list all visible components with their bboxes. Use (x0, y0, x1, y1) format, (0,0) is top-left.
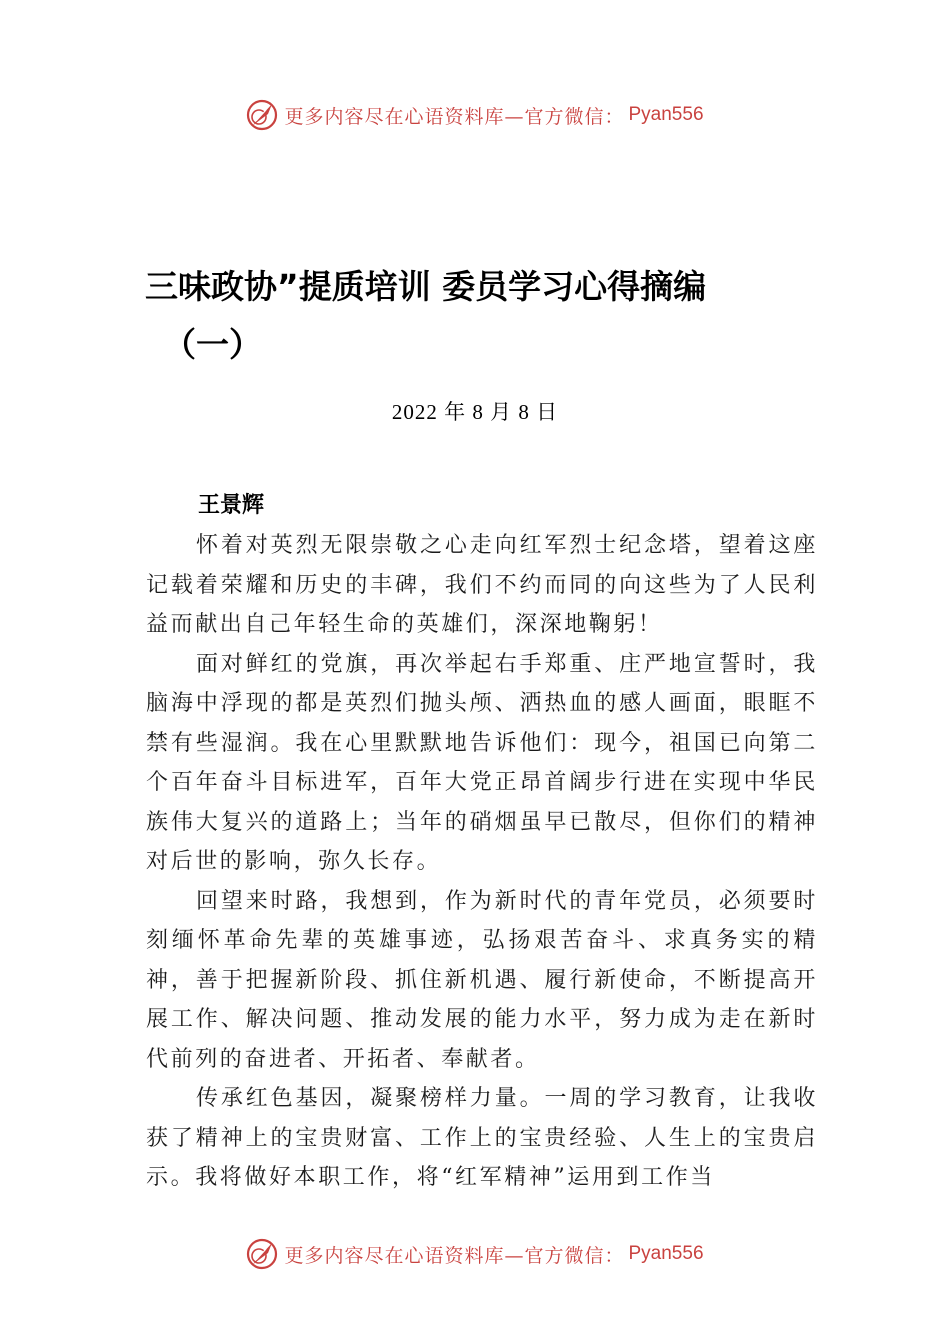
title-line-1: 三味政协”提质培训 委员学习心得摘编 (145, 267, 707, 306)
paragraph: 回望来时路，我想到，作为新时代的青年党员，必须要时刻缅怀革命先辈的英雄事迹，弘扬艰苦奋斗、求真务实的精神，善于把握新阶段、抓住新机遇、履行新使命，不断提高开展工作、解决问题、推动发展的能力水平，努力成为走在新时代前列的奋进者、开拓者、奉献者。 (146, 888, 818, 1072)
quill-logo-icon (246, 1238, 278, 1270)
banner-contact: Pyan556 (628, 104, 704, 125)
document-date: 2022 年 8 月 8 日 (391, 400, 559, 424)
document-title (145, 258, 825, 374)
document-body (146, 526, 818, 1198)
author-name: 王景辉 (198, 493, 265, 518)
footer-banner (0, 1234, 950, 1274)
quill-logo-icon (246, 99, 278, 131)
banner-text: 更多内容尽在心语资料库—官方微信： (284, 1244, 625, 1267)
banner-text: 更多内容尽在心语资料库—官方微信： (284, 105, 625, 128)
paragraph: 面对鲜红的党旗，再次举起右手郑重、庄严地宣誓时，我脑海中浮现的都是英烈们抛头颅、洒热血的感人画面，眼眶不禁有些湿润。我在心里默默地告诉他们：现今，祖国已向第二个百年奋斗目标进军，百年大党正昂首阔步行进在实现中华民族伟大复兴的道路上；当年的硝烟虽早已散尽，但你们的精神对后世的影响，弥久长存。 (146, 651, 818, 874)
title-line-2: （一） (163, 325, 262, 364)
paragraph: 传承红色基因，凝聚榜样力量。一周的学习教育，让我收获了精神上的宝贵财富、工作上的宝贵经验、人生上的宝贵启示。我将做好本职工作，将“红军精神”运用到工作当 (146, 1086, 818, 1190)
header-banner (0, 95, 950, 135)
paragraph: 怀着对英烈无限崇敬之心走向红军烈士纪念塔，望着这座记载着荣耀和历史的丰碑，我们不约而同的向这些为了人民利益而献出自己年轻生命的英雄们，深深地鞠躬！ (146, 533, 818, 637)
banner-contact: Pyan556 (628, 1243, 704, 1264)
